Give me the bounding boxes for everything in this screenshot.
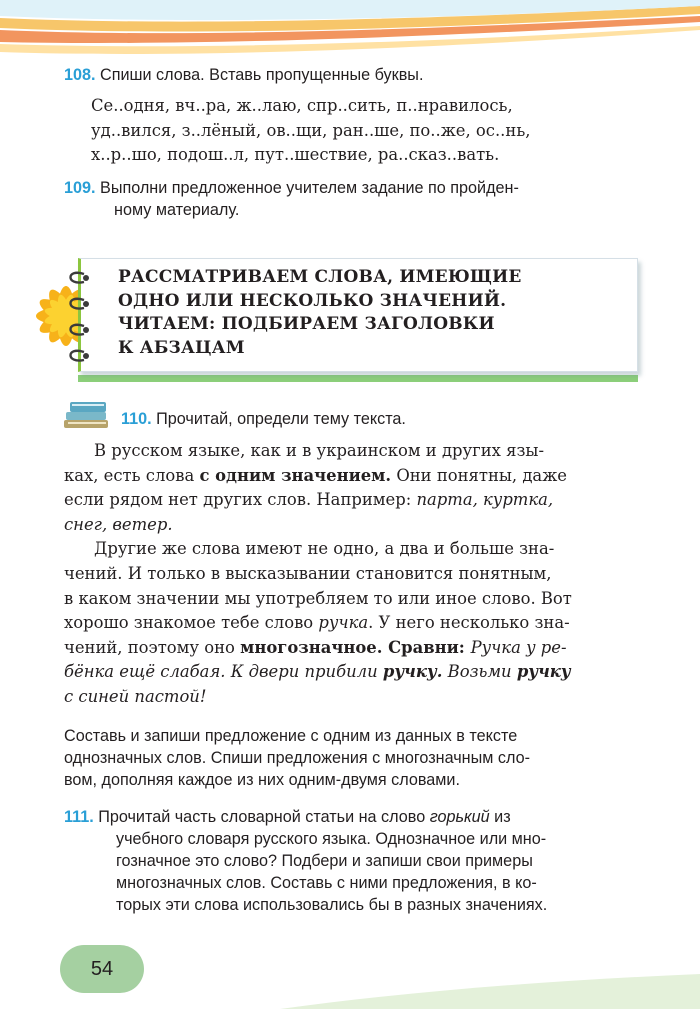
text-fragment: ках, есть слова <box>64 465 200 485</box>
text-line <box>64 513 646 538</box>
words-line: уд..вился, з..лёный, ов..щи, ран..ше, по..же, ос..нь, <box>91 120 531 140</box>
bold-italic-example: ручку. <box>382 662 443 682</box>
exercise-111-line: учебного словаря русского языка. Однозначное или мно- <box>116 830 547 848</box>
text-fragment: хорошо знакомое тебе слово <box>64 613 319 633</box>
italic-example: Возьми <box>442 662 517 682</box>
italic-example: снег, ветер. <box>64 514 173 534</box>
section-title-line: ОДНО ИЛИ НЕСКОЛЬКО ЗНАЧЕНИЙ. <box>118 290 507 311</box>
text-line <box>64 488 646 513</box>
exercise-109-line: ному материалу. <box>114 201 240 219</box>
words-line: х..р..шо, подош..л, пут..шествие, ра..сказ..вать. <box>91 145 500 165</box>
exercise-110-task: Прочитай, определи тему текста. <box>156 410 406 428</box>
assignment-line: однозначных слов. Спиши предложения с многозначным сло- <box>64 749 530 767</box>
text-fragment: Прочитай часть словарной статьи на слово <box>98 808 430 826</box>
text-line: В русском языке, как и в украинском и других язы- <box>94 441 544 460</box>
exercise-109-number: 109. <box>64 179 96 197</box>
exercise-110-text <box>64 439 646 710</box>
exercise-110-heading <box>121 408 406 430</box>
spiral-binding-icon <box>62 264 102 374</box>
exercise-110-assignment <box>64 725 646 791</box>
exercise-108-words <box>91 94 646 168</box>
italic-example: бёнка ещё слабая. К двери прибили <box>64 662 383 682</box>
header-underline <box>78 375 638 382</box>
exercise-109 <box>64 177 519 221</box>
text-line: в каком значении мы употребляем то или иное слово. Вот <box>64 588 572 608</box>
text-line: Другие же слова имеют не одно, а два и больше зна- <box>94 539 555 559</box>
text-line <box>64 636 646 661</box>
text-line <box>64 464 646 489</box>
exercise-111-number: 111. <box>64 808 94 826</box>
italic-word: горький <box>429 808 490 826</box>
exercise-111-line: торых эти слова использовались бы в разных значениях. <box>116 896 548 914</box>
books-icon <box>60 396 114 432</box>
exercise-111-line: многозначных слов. Составь с ними предложения, в ко- <box>116 874 537 892</box>
exercise-108-number: 108. <box>64 66 96 84</box>
exercise-111-line: гозначное это слово? Подбери и запиши свои примеры <box>116 852 533 870</box>
text-line <box>64 685 646 710</box>
text-fragment: если рядом нет других слов. Например: <box>64 490 417 510</box>
exercise-108-task: Спиши слова. Вставь пропущенные буквы. <box>100 66 424 84</box>
words-line: Се..одня, вч..ра, ж..лаю, спр..сить, п..нравилось, <box>91 96 513 115</box>
bold-term: многозначное. <box>240 637 383 657</box>
italic-example: ручка <box>318 613 369 633</box>
italic-example: с синей пастой! <box>64 686 207 706</box>
text-line <box>64 660 646 685</box>
italic-example: Ручка у ре- <box>470 637 567 657</box>
text-fragment: . У него несколько зна- <box>368 613 570 633</box>
text-fragment: чений, поэтому оно <box>64 637 241 657</box>
section-title-line: ЧИТАЕМ: ПОДБИРАЕМ ЗАГОЛОВКИ <box>118 314 495 334</box>
text-line <box>64 611 646 636</box>
section-header <box>78 258 638 376</box>
text-line: чений. И только в высказывании становится понятным, <box>64 563 552 583</box>
bold-term: Сравни: <box>382 637 471 657</box>
text-fragment: Они понятны, даже <box>391 465 567 485</box>
bold-italic-example: ручку <box>516 662 571 682</box>
assignment-line: вом, дополняя каждое из них одним-двумя словами. <box>64 771 460 789</box>
exercise-111 <box>64 806 646 916</box>
italic-example: парта, куртка, <box>416 490 554 510</box>
exercise-110-number: 110. <box>121 410 152 428</box>
page-number: 54 <box>60 945 144 993</box>
section-title <box>118 266 522 360</box>
exercise-109-line: Выполни предложенное учителем задание по пройден- <box>100 179 519 197</box>
exercise-108-heading <box>64 64 423 86</box>
bold-term: с одним значением. <box>199 465 392 485</box>
assignment-line: Составь и запиши предложение с одним из данных в тексте <box>64 727 518 745</box>
section-title-line: К АБЗАЦАМ <box>118 337 245 358</box>
section-title-line: РАССМАТРИВАЕМ СЛОВА, ИМЕЮЩИЕ <box>118 267 522 287</box>
bottom-decorative-curve <box>280 960 700 1009</box>
text-fragment: из <box>489 808 511 826</box>
